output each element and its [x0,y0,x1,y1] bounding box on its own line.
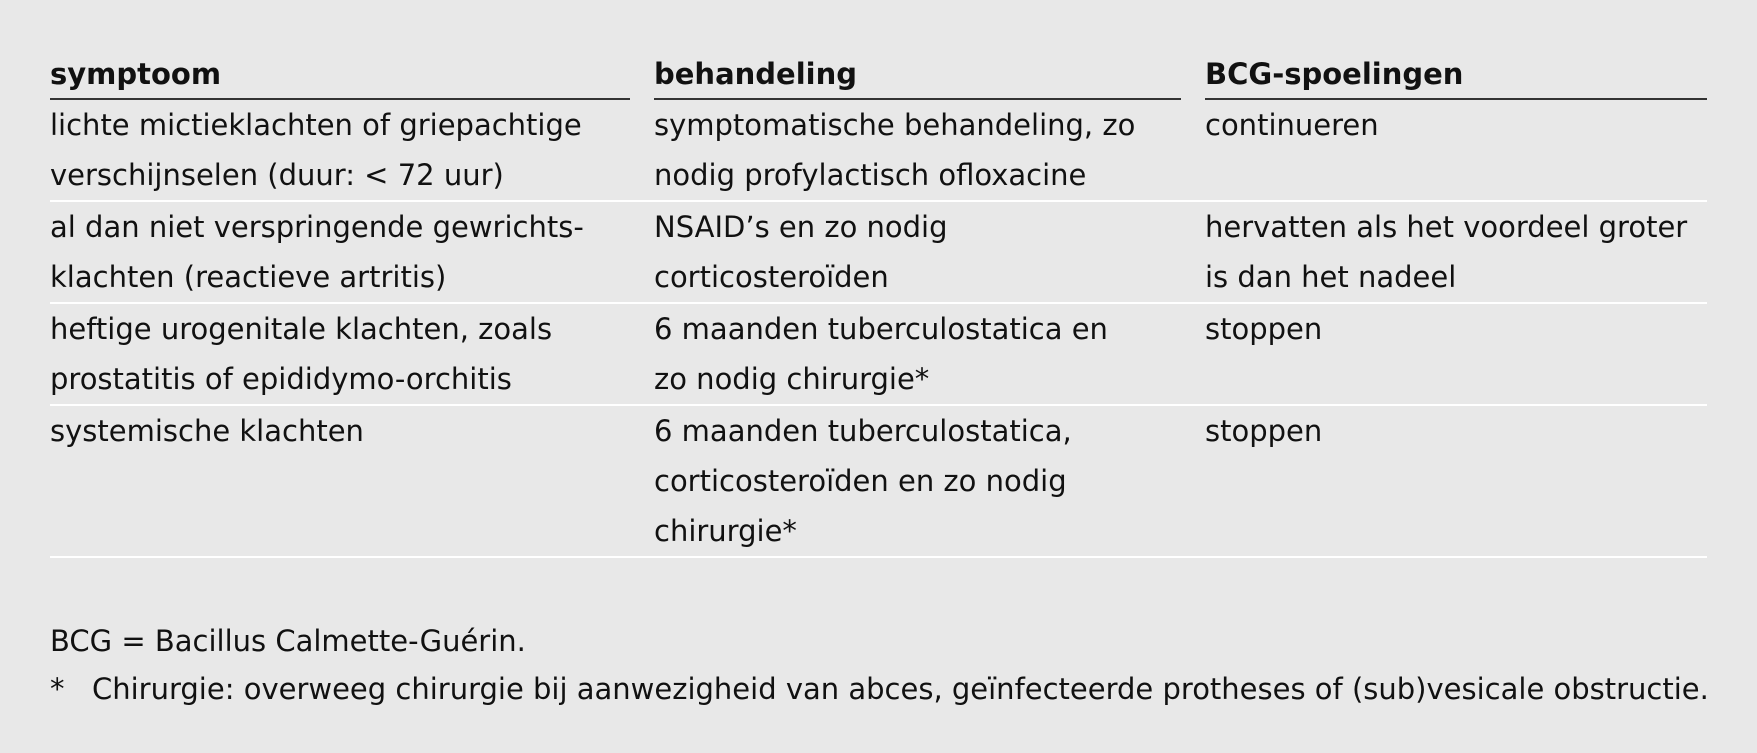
cell-line: stoppen [1205,414,1323,448]
table-body [50,100,1707,558]
cell-symptoom [50,202,654,304]
column-header-label: BCG-spoelingen [1205,50,1707,100]
cell-line: stoppen [1205,312,1323,346]
cell-symptoom [50,406,654,558]
cell-line: hervatten als het voordeel groter [1205,210,1688,244]
table-row [50,406,1707,558]
cell-behandeling [654,304,1205,406]
column-header-label: symptoom [50,50,630,100]
footnote-text: Chirurgie: overweeg chirurgie bij aanwezigheid van abces, geïnfecteerde protheses of (sub)vesicale obstructie. [92,672,1709,706]
table-row [50,100,1707,202]
cell-line: systemische klachten [50,414,364,448]
cell-bcg [1205,202,1707,304]
cell-line: NSAID’s en zo nodig corticosteroïden [654,210,948,294]
cell-line: prostatitis of epididymo-orchitis [50,362,512,396]
footnote-mark: * [50,672,65,706]
cell-line: verschijnselen (duur: < 72 uur) [50,158,504,192]
cell-line: zo nodig chirurgie* [654,362,930,396]
cell-bcg [1205,304,1707,406]
cell-symptoom [50,100,654,202]
cell-line: lichte mictieklachten of griepachtige [50,108,582,142]
table-row [50,202,1707,304]
table-notes [50,617,1709,713]
cell-line: 6 maanden tuberculostatica en [654,312,1108,346]
cell-behandeling [654,202,1205,304]
column-header-behandeling [654,48,1205,100]
abbreviation-note: BCG = Bacillus Calmette-Guérin. [50,624,526,658]
cell-line: symptomatische behandeling, zo [654,108,1136,142]
cell-line: al dan niet verspringende gewrichts- [50,210,584,244]
column-header-symptoom [50,48,654,100]
cell-bcg [1205,406,1707,558]
column-header-bcg-spoelingen [1205,48,1707,100]
cell-line: chirurgie* [654,514,797,548]
treatment-table [50,48,1707,558]
cell-symptoom [50,304,654,406]
table-header [50,48,1707,100]
cell-line: continueren [1205,108,1379,142]
cell-behandeling [654,100,1205,202]
cell-line: heftige urogenitale klachten, zoals [50,312,553,346]
footnote [50,665,1709,713]
table-row [50,304,1707,406]
cell-line: nodig profylactisch ofloxacine [654,158,1087,192]
cell-line: is dan het nadeel [1205,260,1457,294]
column-header-label: behandeling [654,50,1181,100]
cell-line: klachten (reactieve artritis) [50,260,447,294]
header-row [50,48,1707,100]
cell-line: corticosteroïden en zo nodig [654,464,1067,498]
cell-behandeling [654,406,1205,558]
cell-bcg [1205,100,1707,202]
cell-line: 6 maanden tuberculostatica, [654,414,1072,448]
